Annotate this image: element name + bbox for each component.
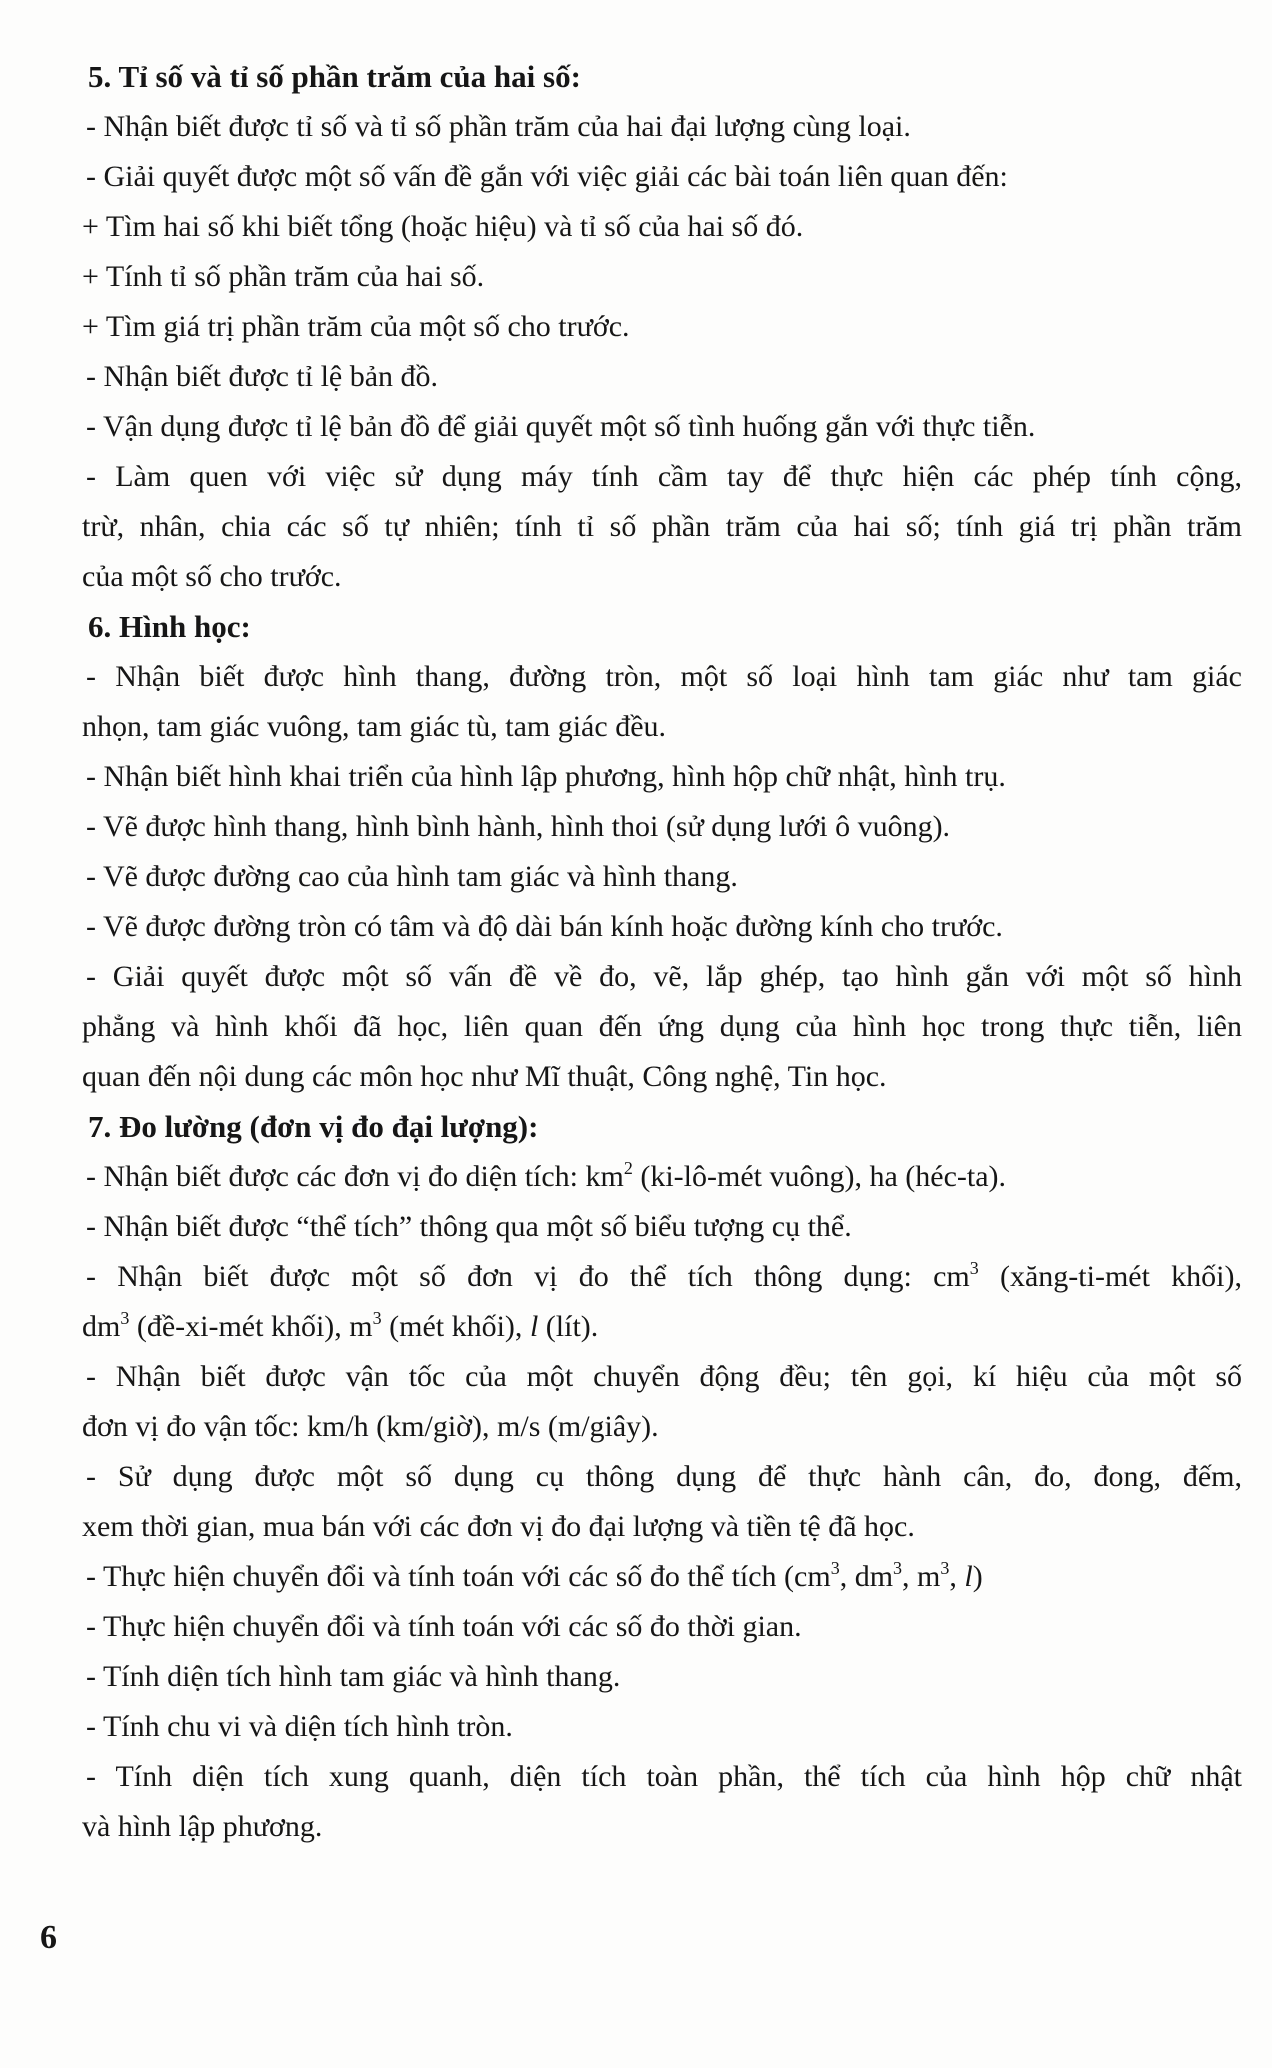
text-span: (lít). xyxy=(538,1310,599,1343)
text-line xyxy=(82,1252,1242,1302)
text-span: dm xyxy=(82,1310,121,1343)
text-line: - Vẽ được đường tròn có tâm và độ dài bán kính hoặc đường kính cho trước. xyxy=(86,910,1003,943)
section-6-heading: 6. Hình học: xyxy=(88,609,251,644)
text-line xyxy=(82,1552,1242,1602)
text-line: - Tính diện tích xung quanh, diện tích toàn phần, thể tích của hình hộp chữ nhật xyxy=(86,1760,1242,1793)
text-span: , m xyxy=(902,1560,941,1593)
text-line: + Tính tỉ số phần trăm của hai số. xyxy=(82,260,485,293)
text-span: - Nhận biết được một số đơn vị đo thể tích thông dụng: cm xyxy=(86,1260,970,1293)
text-line: - Nhận biết được “thể tích” thông qua một số biểu tượng cụ thể. xyxy=(86,1210,852,1243)
text-span: , xyxy=(949,1560,965,1593)
section-7-heading: 7. Đo lường (đơn vị đo đại lượng): xyxy=(88,1109,539,1144)
text-line: - Nhận biết hình khai triển của hình lập phương, hình hộp chữ nhật, hình trụ. xyxy=(86,760,1006,793)
superscript: 2 xyxy=(623,1158,633,1178)
text-line: - Vẽ được hình thang, hình bình hành, hình thoi (sử dụng lưới ô vuông). xyxy=(86,810,951,843)
text-line: - Vận dụng được tỉ lệ bản đồ để giải quyết một số tình huống gắn với thực tiễn. xyxy=(86,410,1036,443)
text-line: - Tính diện tích hình tam giác và hình thang. xyxy=(86,1660,621,1693)
text-line: - Giải quyết được một số vấn đề về đo, vẽ, lắp ghép, tạo hình gắn với một số hình xyxy=(86,960,1242,993)
superscript: 3 xyxy=(830,1558,840,1578)
text-line: - Vẽ được đường cao của hình tam giác và hình thang. xyxy=(86,860,738,893)
text-line: xem thời gian, mua bán với các đơn vị đo đại lượng và tiền tệ đã học. xyxy=(82,1510,915,1543)
text-line: quan đến nội dung các môn học như Mĩ thuật, Công nghệ, Tin học. xyxy=(82,1060,887,1093)
text-span: , dm xyxy=(839,1560,894,1593)
text-line: - Nhận biết được tỉ lệ bản đồ. xyxy=(86,360,439,393)
text-line: - Nhận biết được hình thang, đường tròn, một số loại hình tam giác như tam giác xyxy=(86,660,1242,693)
page-content xyxy=(82,52,1242,1852)
superscript: 3 xyxy=(372,1308,382,1328)
text-line: và hình lập phương. xyxy=(82,1810,323,1843)
text-line: + Tìm giá trị phần trăm của một số cho trước. xyxy=(82,310,630,343)
superscript: 3 xyxy=(969,1258,979,1278)
text-line: - Sử dụng được một số dụng cụ thông dụng để thực hành cân, đo, đong, đếm, xyxy=(86,1460,1242,1493)
text-line: trừ, nhân, chia các số tự nhiên; tính tỉ số phần trăm của hai số; tính giá trị phần trăm xyxy=(82,510,1242,543)
text-line: - Nhận biết được tỉ số và tỉ số phần trăm của hai đại lượng cùng loại. xyxy=(86,110,911,143)
page-number: 6 xyxy=(40,1919,57,1956)
unit-litre: l xyxy=(529,1310,539,1343)
text-line xyxy=(82,1152,1242,1202)
text-span: ) xyxy=(972,1560,983,1593)
text-line: - Thực hiện chuyển đổi và tính toán với các số đo thời gian. xyxy=(86,1610,802,1643)
superscript: 3 xyxy=(120,1308,130,1328)
text-line: - Giải quyết được một số vấn đề gắn với việc giải các bài toán liên quan đến: xyxy=(86,160,1008,193)
unit-litre: l xyxy=(964,1560,973,1593)
section-5-heading: 5. Tỉ số và tỉ số phần trăm của hai số: xyxy=(88,59,581,94)
text-span: - Thực hiện chuyển đổi và tính toán với các số đo thể tích (cm xyxy=(86,1560,831,1593)
text-span: - Nhận biết được các đơn vị đo diện tích: km xyxy=(86,1160,624,1193)
text-line: + Tìm hai số khi biết tổng (hoặc hiệu) và tỉ số của hai số đó. xyxy=(82,210,804,243)
text-line: của một số cho trước. xyxy=(82,560,342,593)
text-line: đơn vị đo vận tốc: km/h (km/giờ), m/s (m/giây). xyxy=(82,1410,659,1443)
text-line: - Tính chu vi và diện tích hình tròn. xyxy=(86,1710,513,1743)
text-span: (xăng-ti-mét khối), xyxy=(978,1260,1242,1293)
text-span: (ki-lô-mét vuông), ha (héc-ta). xyxy=(632,1160,1007,1193)
text-line: - Nhận biết được vận tốc của một chuyển động đều; tên gọi, kí hiệu của một số xyxy=(86,1360,1242,1393)
text-line xyxy=(82,1302,1242,1352)
superscript: 3 xyxy=(893,1558,903,1578)
text-line: phẳng và hình khối đã học, liên quan đến ứng dụng của hình học trong thực tiễn, liên xyxy=(82,1010,1242,1043)
superscript: 3 xyxy=(940,1558,950,1578)
text-line: nhọn, tam giác vuông, tam giác tù, tam giác đều. xyxy=(82,710,667,743)
text-line: - Làm quen với việc sử dụng máy tính cầm tay để thực hiện các phép tính cộng, xyxy=(86,460,1242,493)
text-span: (mét khối), xyxy=(381,1310,530,1343)
text-span: (đề-xi-mét khối), m xyxy=(129,1310,373,1343)
